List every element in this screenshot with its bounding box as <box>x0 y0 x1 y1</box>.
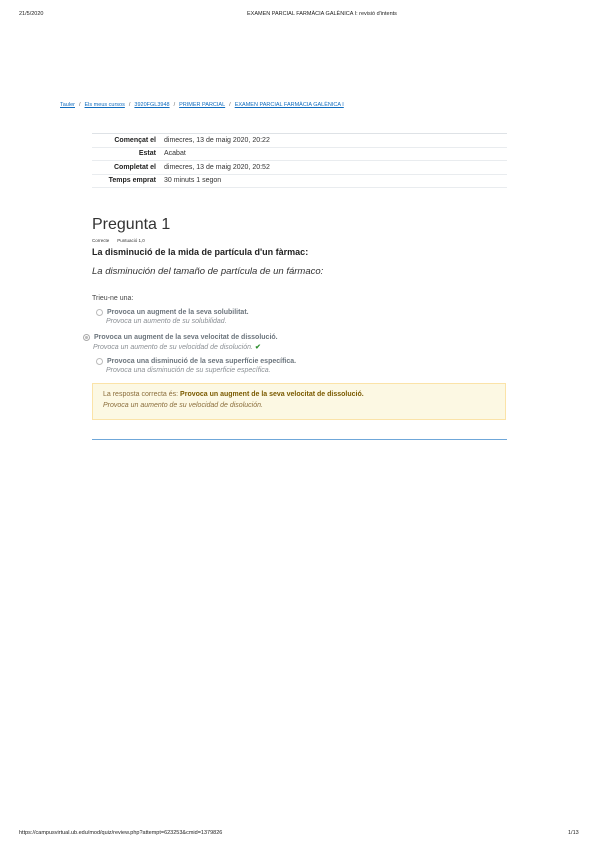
summary-label: Començat el <box>114 136 156 144</box>
question-grade: Puntuació 1,0 <box>117 238 145 243</box>
question-divider <box>92 439 507 440</box>
summary-row-time-taken <box>92 175 507 189</box>
answer-option-1[interactable] <box>96 309 249 325</box>
feedback-answer-es: Provoca un aumento de su velocidad de disolución. <box>103 402 263 409</box>
question-text-es: La disminución del tamaño de partícula de un fármaco: <box>92 266 324 277</box>
feedback-prefix: La resposta correcta és: <box>103 391 179 398</box>
question-title: Pregunta 1 <box>92 216 171 233</box>
print-page-number: 1/13 <box>568 830 579 836</box>
summary-row-completed <box>92 161 507 175</box>
breadcrumb-separator: / <box>128 102 131 108</box>
radio-icon[interactable] <box>96 309 103 316</box>
print-title: EXAMEN PARCIAL FARMÀCIA GALÈNICA I: revisió d'intents <box>247 11 397 17</box>
answer-prompt: Trieu-ne una: <box>92 295 134 302</box>
summary-value: dimecres, 13 de maig 2020, 20:22 <box>164 136 270 144</box>
check-icon: ✔ <box>254 344 261 351</box>
attempt-summary-table <box>92 133 507 188</box>
summary-label: Estat <box>138 150 156 158</box>
print-date: 21/5/2020 <box>19 11 44 17</box>
summary-value: dimecres, 13 de maig 2020, 20:52 <box>164 163 270 171</box>
feedback-answer-ca: Provoca un augment de la seva velocitat de dissolució. <box>180 391 364 398</box>
breadcrumb-item-dashboard[interactable]: Tauler <box>60 102 75 108</box>
summary-value: 30 minuts 1 segon <box>164 177 222 185</box>
question-state: Correcte <box>92 238 110 243</box>
breadcrumb-separator: / <box>173 102 176 108</box>
option-text-ca: Provoca un augment de la seva solubilitat. <box>107 309 249 316</box>
summary-label: Temps emprat <box>108 177 156 185</box>
summary-row-state <box>92 148 507 162</box>
breadcrumb <box>60 102 344 108</box>
print-url: https://campusvirtual.ub.edu/mod/quiz/review.php?attempt=623253&cmid=1379826 <box>19 830 223 836</box>
breadcrumb-separator: / <box>229 102 231 108</box>
option-text-ca: Provoca un augment de la seva velocitat de dissolució. <box>94 334 278 341</box>
option-text-ca: Provoca una disminució de la seva superfície específica. <box>107 358 297 365</box>
radio-icon[interactable] <box>83 334 90 341</box>
radio-icon[interactable] <box>96 358 103 365</box>
breadcrumb-item-my-courses[interactable]: Els meus cursos <box>84 102 125 108</box>
summary-row-started <box>92 134 507 148</box>
answer-option-3[interactable] <box>96 358 296 374</box>
right-answer-feedback <box>92 383 506 420</box>
question-info <box>92 238 145 243</box>
option-text-es: Provoca una disminución de su superficie específica. <box>106 367 271 374</box>
breadcrumb-item-section[interactable]: PRIMER PARCIAL <box>179 102 226 108</box>
answer-option-2[interactable] <box>83 334 278 351</box>
breadcrumb-item-course[interactable]: 3920FGL3948 <box>134 102 170 108</box>
question-text-ca: La disminució de la mida de partícula d'un fàrmac: <box>92 247 309 257</box>
option-text-es: Provoca un aumento de su velocidad de disolución. <box>93 344 253 351</box>
breadcrumb-item-quiz[interactable]: EXAMEN PARCIAL FARMÀCIA GALÈNICA I <box>234 102 344 108</box>
summary-label: Completat el <box>113 163 156 171</box>
summary-value: Acabat <box>164 150 186 158</box>
breadcrumb-separator: / <box>78 102 81 108</box>
option-text-es: Provoca un aumento de su solubilidad. <box>106 318 227 325</box>
